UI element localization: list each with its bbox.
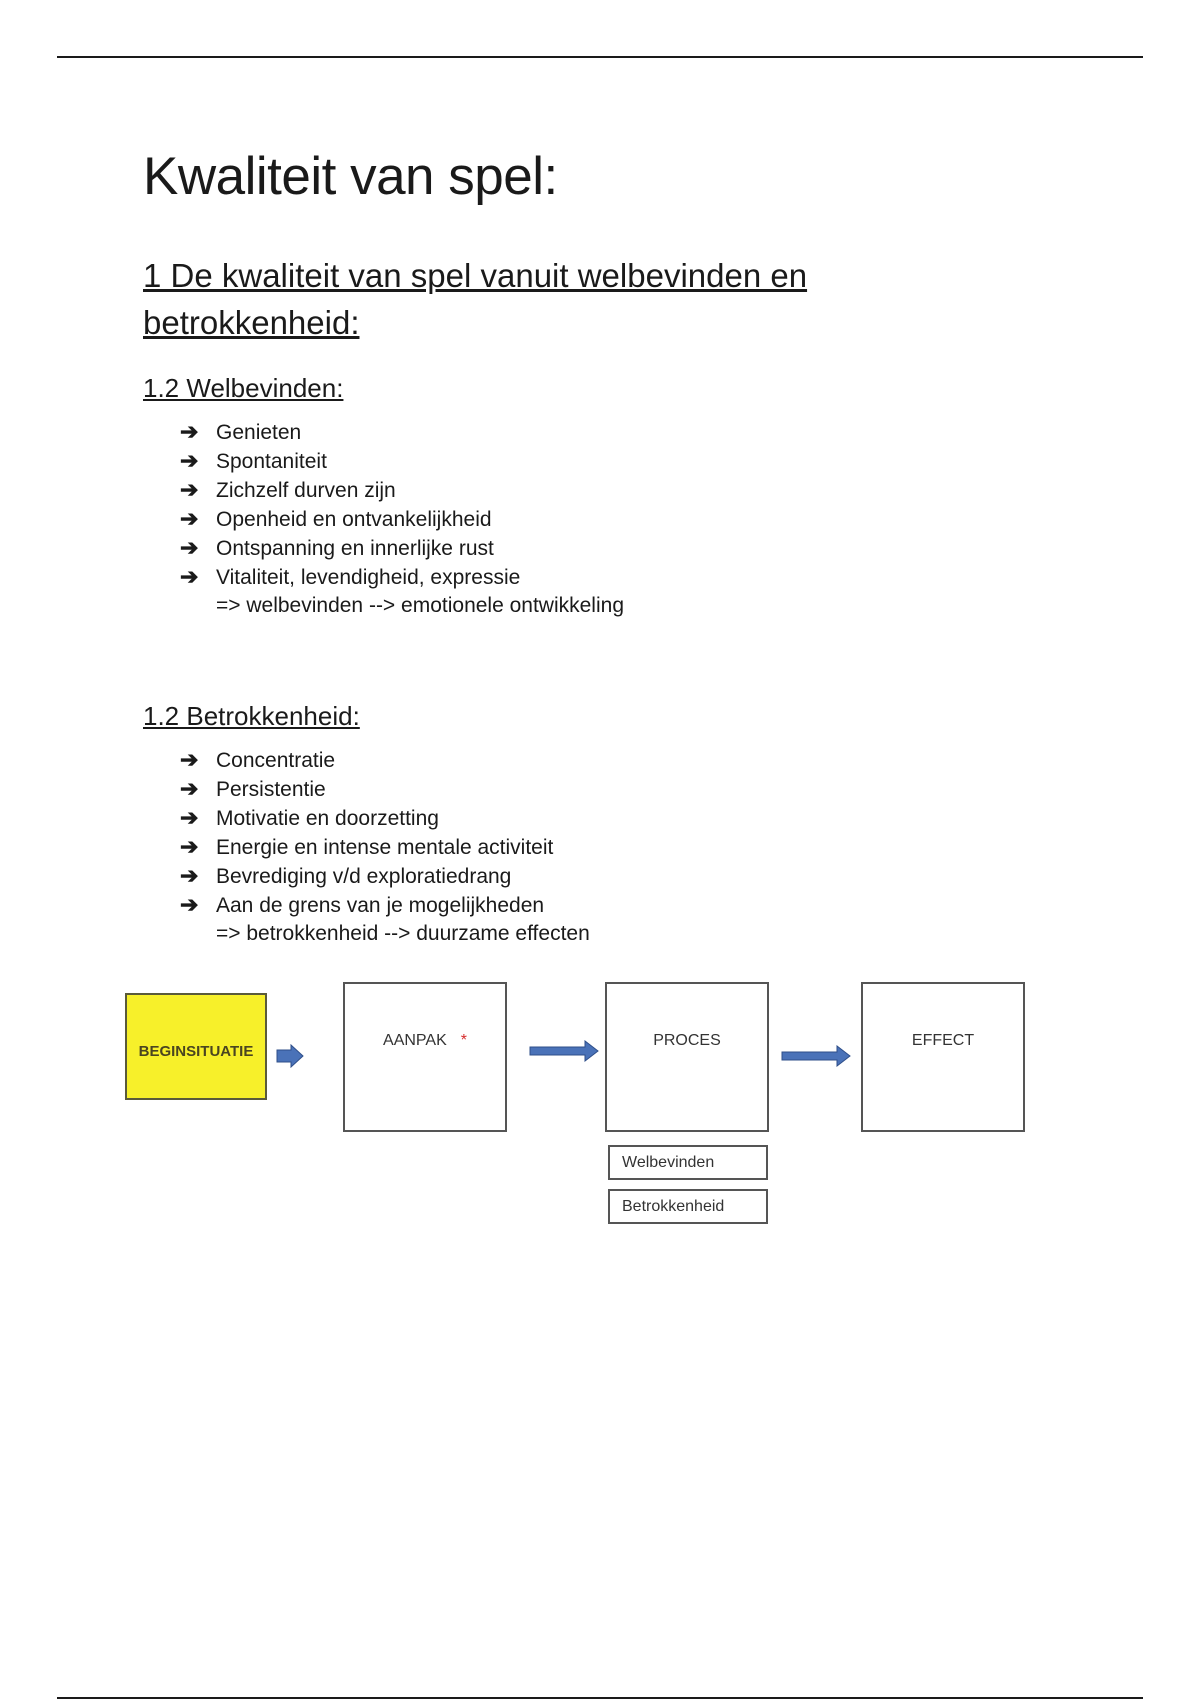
- aanpak-mark: *: [460, 1032, 467, 1049]
- list-item: ➔ Zichzelf durven zijn: [180, 477, 396, 502]
- list-result: => welbevinden --> emotionele ontwikkeling: [216, 594, 624, 617]
- effect-label: EFFECT: [911, 1032, 975, 1049]
- betrokkenheid-heading: 1.2 Betrokkenheid:: [143, 701, 360, 731]
- proces-label: PROCES: [653, 1032, 721, 1049]
- welbevinden-heading: 1.2 Welbevinden:: [143, 373, 344, 403]
- list-item: ➔ Aan de grens van je mogelijkheden: [180, 892, 545, 917]
- arrow-right-icon: ➔: [180, 805, 199, 830]
- blue-arrow-icon: [276, 1044, 304, 1068]
- blue-arrow-icon: [529, 1040, 599, 1062]
- welbevinden-list: [180, 417, 624, 620]
- aanpak-label: AANPAK: [383, 1032, 447, 1049]
- arrow-right-icon: ➔: [180, 776, 199, 801]
- effect-box: [861, 982, 1025, 1132]
- arrow-right-icon: ➔: [180, 419, 199, 444]
- arrow-right-icon: ➔: [180, 477, 199, 502]
- list-item: ➔ Vitaliteit, levendigheid, expressie: [180, 564, 521, 589]
- top-rule: [57, 56, 1143, 58]
- list-item: ➔ Ontspanning en innerlijke rust: [180, 535, 494, 560]
- section-heading: 1 De kwaliteit van spel vanuit welbevinden en betrokkenheid:: [143, 257, 808, 341]
- welbevinden-box: Welbevinden: [608, 1145, 768, 1180]
- blue-arrow-icon: [781, 1045, 851, 1067]
- arrow-right-icon: ➔: [180, 506, 199, 531]
- betrokkenheid-box: Betrokkenheid: [608, 1189, 768, 1224]
- arrow-right-icon: ➔: [180, 448, 199, 473]
- list-item: ➔ Bevrediging v/d exploratiedrang: [180, 863, 512, 888]
- list-item: ➔ Concentratie: [180, 747, 336, 772]
- list-item: ➔ Motivatie en doorzetting: [180, 805, 439, 830]
- arrow-right-icon: ➔: [180, 863, 199, 888]
- beginsituatie-box: [125, 993, 267, 1100]
- list-result: => betrokkenheid --> duurzame effecten: [216, 922, 590, 945]
- list-item: ➔ Energie en intense mentale activiteit: [180, 834, 554, 859]
- arrow-right-icon: ➔: [180, 564, 199, 589]
- arrow-right-icon: ➔: [180, 892, 199, 917]
- arrow-right-icon: ➔: [180, 747, 199, 772]
- list-item: ➔ Persistentie: [180, 776, 326, 801]
- arrow-right-icon: ➔: [180, 535, 199, 560]
- list-item: ➔ Spontaniteit: [180, 448, 327, 473]
- proces-box: [605, 982, 769, 1132]
- bottom-rule: [57, 1697, 1143, 1699]
- page-title: Kwaliteit van spel:: [143, 147, 558, 206]
- list-item: ➔ Genieten: [180, 419, 302, 444]
- list-item: ➔ Openheid en ontvankelijkheid: [180, 506, 492, 531]
- beginsituatie-label: BEGINSITUATIE: [138, 1043, 254, 1060]
- arrow-right-icon: ➔: [180, 834, 199, 859]
- aanpak-box: [343, 982, 507, 1132]
- betrokkenheid-list: [180, 745, 590, 948]
